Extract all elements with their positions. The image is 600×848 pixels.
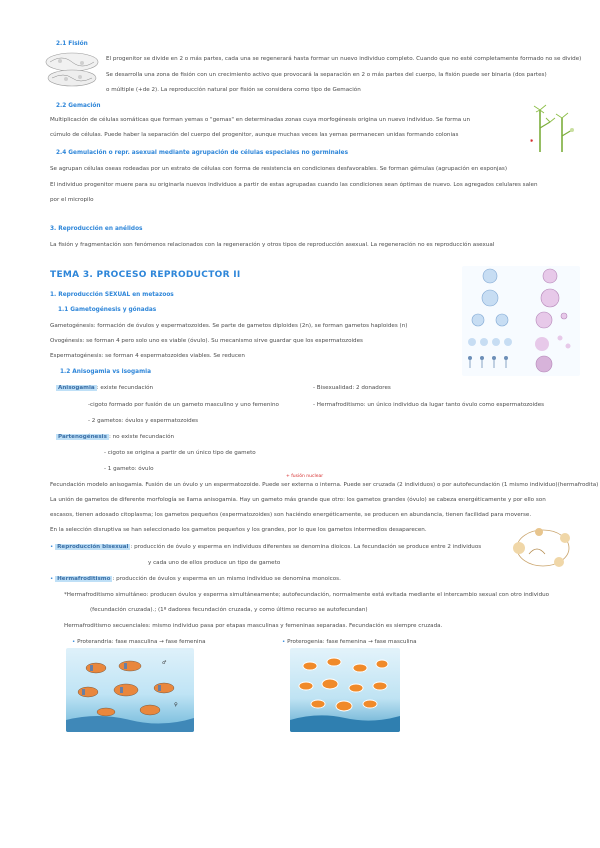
hermaf-sim: *Hermafroditismo simultáneo: producen óvulos y esperma simultáneamente; autofecundación, normalmente está evitada mediante el intercambio sexual con otro individuo xyxy=(64,592,550,598)
anisogamia-row xyxy=(56,385,153,392)
fecundacion-line4: En la selección disruptiva se han seleccionado los gametos pequeños y los grandes, por lo que los gametos intermedios desaparecen. xyxy=(50,527,427,533)
sec24-line1: Se agrupan células oseas rodeadas por un estrato de células con forma de resistencia en condiciones desfavorables. Se forman gémulas (agrupación en esponjas) xyxy=(50,166,508,172)
budding-illustration xyxy=(528,96,580,154)
proterogenia-line: • Proterogenia: fase femenina → fase masculina xyxy=(282,639,417,645)
rep-sexual-1: : producción de óvulo y esperma en individuos diferentes se denomina dioicos. La fecundación se produce entre 2 individuos xyxy=(130,544,482,550)
rep-sexual-2: y cada uno de ellos produce un tipo de gameto xyxy=(148,560,281,566)
lifecycle-diagram xyxy=(509,524,577,572)
tema-sub12: 1.2 Anisogamia vs isogamia xyxy=(60,369,152,375)
sec21-line3: o múltiple (+de 2). La reproducción natural por fisión se considera como tipo de Gemación xyxy=(106,87,361,93)
partenogenesis-2: - cigoto se origina a partir de un único tipo de gameto xyxy=(104,450,256,456)
bisexualidad-line: - Bisexualidad: 2 donadores xyxy=(313,385,391,391)
lifecycle-drawing xyxy=(509,524,577,572)
anisogamia-3: - 2 gametos: óvulos y espermatozoides xyxy=(88,418,199,424)
hermaf-sim-2: (fecundación cruzada).; (1º dadores fecundación cruzada, y como último recurso se autofecundan) xyxy=(90,607,368,613)
tema-title: TEMA 3. PROCESO REPRODUCTOR II xyxy=(50,270,241,280)
anisogamia-1: : existe fecundación xyxy=(96,385,154,391)
ovogenesis-line: Ovogénesis: se forman 4 pero solo uno es viable (óvulo). Su mecanismo sirve guardar que los espermatozoides xyxy=(50,338,363,344)
partenogenesis-label: Partenogénesis xyxy=(58,434,107,440)
partenogenesis-3: - 1 gameto: óvulo xyxy=(104,466,154,472)
sec22-title: 2.2 Gemación xyxy=(56,103,101,109)
hermafroditismo-line: - Hermafroditismo: un único individuo da lugar tanto óvulo como espermatozoides xyxy=(313,402,545,408)
proterogenia-fish-image xyxy=(290,648,400,732)
proterandria-fish-drawing xyxy=(66,648,194,732)
proterogenia-text: Proterogenia: fase femenina → fase masculina xyxy=(287,639,417,645)
budding-marker: ✱ xyxy=(530,138,534,143)
sec24-line2: El individuo progenitor muere para su originarla nuevos individuos a partir de estas agrupadas cuando las condiciones sean óptimas de nuevo. Los agregados celulares salen xyxy=(50,182,538,188)
gametogenesis-line: Gametogénesis: formación de óvulos y espermatozoides. Se parte de gametos diploides (2n), se forman gametos haploides (n) xyxy=(50,323,408,329)
hermaf-label: Hermafroditismo xyxy=(57,576,111,582)
sec24-title: 2.4 Gemulación o repr. asexual mediante agrupación de células especiales no germinales xyxy=(56,150,349,156)
sec24-line3: por el micropilo xyxy=(50,197,94,203)
proterandria-line: • Proterandria: fase masculina → fase femenina xyxy=(72,639,206,645)
fission-drawing xyxy=(42,48,102,90)
partenogenesis-row xyxy=(56,434,174,441)
sec22-line2: cúmulo de células. Puede haber la separación del cuerpo del progenitor, aunque muchas veces las yemas permanecen unidas formando colonias xyxy=(50,132,459,138)
red-note: + fusión nuclear xyxy=(286,474,324,479)
sec21-title: 2.1 Fisión xyxy=(56,41,88,47)
fecundacion-line2: La unión de gametos de diferente morfología se llama anisogamia. Hay un gameto más grande que otro: los gametos grandes (óvulo) se cabeza energéticamente y por ello son xyxy=(50,497,546,503)
sec3-title: 3. Reproducción en anélidos xyxy=(50,226,143,232)
gametogenesis-drawing xyxy=(462,266,580,376)
tema-sub1: 1. Reproducción SEXUAL en metazoos xyxy=(50,292,174,298)
sec21-line2: Se desarrolla una zona de fisión con un crecimiento activo que provocará la separación en 2 o más partes del cuerpo, la fisión puede ser binaria (dos partes) xyxy=(106,72,547,78)
anisogamia-2: -cigoto formado por fusión de un gameto masculino y uno femenino xyxy=(88,402,279,408)
hermaf-row: • Hermafroditismo : producción de óvulos y esperma en un mismo individuo se denomina monoicos. xyxy=(50,576,341,582)
anisogamia-label: Anisogamia xyxy=(58,385,95,391)
sec21-line1: El progenitor se divide en 2 o más partes, cada una se regenerará hasta formar un nuevo individuo completo. Cuando que no esté completamente formado no se divide) xyxy=(106,56,582,62)
gametogenesis-diagram xyxy=(462,266,580,376)
partenogenesis-1: : no existe fecundación xyxy=(108,434,175,440)
proterandria-fish-image xyxy=(66,648,194,732)
male-symbol: ♂ xyxy=(162,660,167,666)
tema-sub11: 1.1 Gametogénesis y gónadas xyxy=(58,307,157,313)
budding-drawing xyxy=(528,96,580,154)
rep-sexual-row: • Reproducción bisexual : producción de óvulo y esperma en individuos diferentes se denomina dioicos. La fecundación se produce entre 2 individuos xyxy=(50,544,482,550)
female-symbol: ♀ xyxy=(174,702,178,708)
hermaf-sec: Hermafroditismo secuenciales: mismo individuo pasa por etapas masculinas y femeninas separadas. Fecundación es siempre cruzada. xyxy=(64,623,443,629)
fecundacion-line3: escasos, tienen adosado citoplasma; los gametos pequeños (espermatozoides) son haciéndo energéticamente, se producen en abundancia, tienen facilidad para moverse. xyxy=(50,512,532,518)
espermatogenesis-line: Espermatogénesis: se forman 4 espermatozoides viables. Se reducen xyxy=(50,353,245,359)
proterogenia-fish-drawing xyxy=(290,648,400,732)
sec22-line1: Multiplicación de células somáticas que forman yemas o "gemas" en determinadas zonas cuya morfogénesis origina un nuevo individuo. Se forma un xyxy=(50,117,471,123)
hermaf-1: : producción de óvulos y esperma en un mismo individuo se denomina monoicos. xyxy=(112,576,341,582)
sec3-line1: La fisión y fragmentación son fenómenos relacionados con la regeneración y otros tipos de reproducción asexual. La regeneración no es reproducción asexual xyxy=(50,242,495,248)
proterandria-text: Proterandria: fase masculina → fase femenina xyxy=(77,639,206,645)
fission-illustration xyxy=(42,48,102,90)
rep-sexual-label: Reproducción bisexual xyxy=(57,544,129,550)
fecundacion-line1: Fecundación modelo anisogamia. Fusión de un óvulo y un espermatozoide. Puede ser externa o interna. Puede ser cruzada (2 individuos) o por autofecundación (1 mismo individuo)(hermafrodita) xyxy=(50,482,599,488)
